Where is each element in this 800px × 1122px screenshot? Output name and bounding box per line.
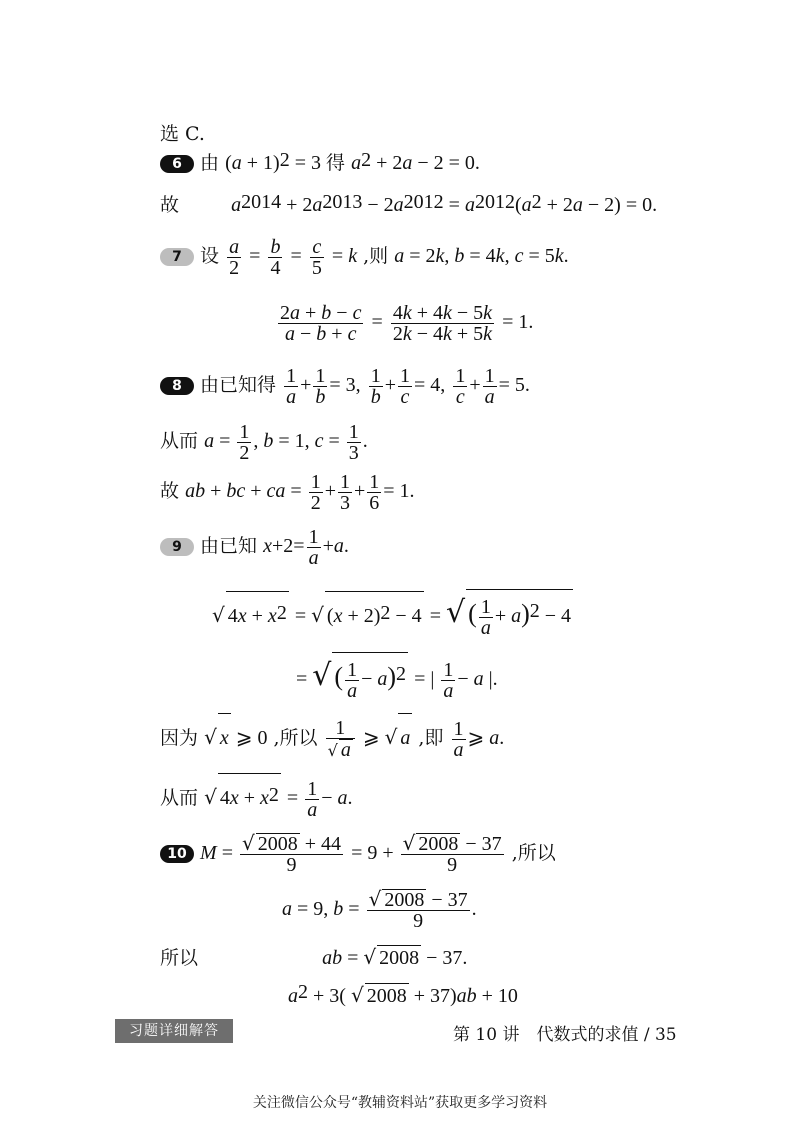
problem-9-badge: 9 bbox=[160, 538, 194, 556]
problem-6-badge: 6 bbox=[160, 155, 194, 173]
problem-8-line-1: 8 由已知得 $\frac{1}{a}$ + $\frac{1}{b}$ = 3, $\frac{1}{b}$ + $\frac{1}{c}$ = 4, $\frac{1}{c}$ + $\frac{1}{a}$ = 5. bbox=[160, 361, 530, 409]
problem-9-line-2: √ $4x + x^2$ = √ $(x + 2)^2 - 4$ = √ ( $\frac{1}{a}$ + a)$^2$ − 4 bbox=[212, 589, 573, 640]
problem-10-badge: 10 bbox=[160, 845, 194, 863]
problem-10-line-2: a = 9, b = $\frac{√ 2008 - 37}{9}$ . bbox=[282, 887, 477, 932]
problem-10-line-1: 10 M = $\frac{√ 2008 + 44}{9}$ = 9 + $\frac{√ 2008 - 37}{9}$ ,所以 bbox=[160, 829, 556, 877]
problem-9-line-1: 9 由已知 x+2= $\frac{1}{a}$ +a. bbox=[160, 522, 349, 570]
choose-c-line: 选 C. bbox=[160, 123, 205, 145]
problem-7-badge: 7 bbox=[160, 248, 194, 266]
problem-7-line-1: 7 设 $\frac{a}{2}$ = $\frac{b}{4}$ = $\frac{c}{5}$ = k ,则 a = 2k, b = 4k, c = 5k. bbox=[160, 232, 569, 280]
problem-8-badge: 8 bbox=[160, 377, 194, 395]
problem-10-line-4: $a^2 + 3$( √ 2008 + 37)ab + 10 bbox=[288, 981, 518, 1007]
problem-6-line-2: 故 $a^{2014} + 2a^{2013} - 2a^{2012} = a^{2012}(a^2 + 2a - 2) = 0$. bbox=[160, 191, 658, 216]
problem-9-line-3: = √ ( $\frac{1}{a}$ − a)$^2$ = | $\frac{1}{a}$ − a |. bbox=[296, 652, 498, 703]
watermark-text: 关注微信公众号“教辅资料站”获取更多学习资料 bbox=[252, 1095, 548, 1111]
problem-8-line-3: 故 ab + bc + ca = $\frac{1}{2}$ + $\frac{1}{3}$ + $\frac{1}{6}$ = 1. bbox=[160, 470, 415, 514]
problem-10-line-3: 所以 ab = √ 2008 − 37. bbox=[160, 945, 468, 969]
problem-7-line-2: $\frac{2a + b - c}{a - b + c}$ = $\frac{4k + 4k - 5k}{2k - 4k + 5k}$ = 1. bbox=[280, 301, 534, 345]
problem-9-line-5: 从而 √ $4x + x^2$ = $\frac{1}{a}$ − a. bbox=[160, 773, 352, 822]
problem-8-line-2: 从而 a = $\frac{1}{2}$ , b = 1, c = $\frac{1}{3}$ . bbox=[160, 420, 368, 464]
chapter-page-label: 第 10 讲 代数式的求值 / 35 bbox=[453, 1025, 677, 1045]
problem-9-line-4: 因为 √ x ⩾ 0 ,所以 $\frac{1}{√ a}$ ⩾ √ a ,即 $\frac{1}{a}$ ⩾ a. bbox=[160, 713, 504, 762]
section-label: 习题详细解答 bbox=[115, 1019, 233, 1043]
problem-6-line-1: 6 由 $(a + 1)^2 = 3$ 得 $a^2 + 2a - 2 = 0$. bbox=[160, 151, 480, 175]
